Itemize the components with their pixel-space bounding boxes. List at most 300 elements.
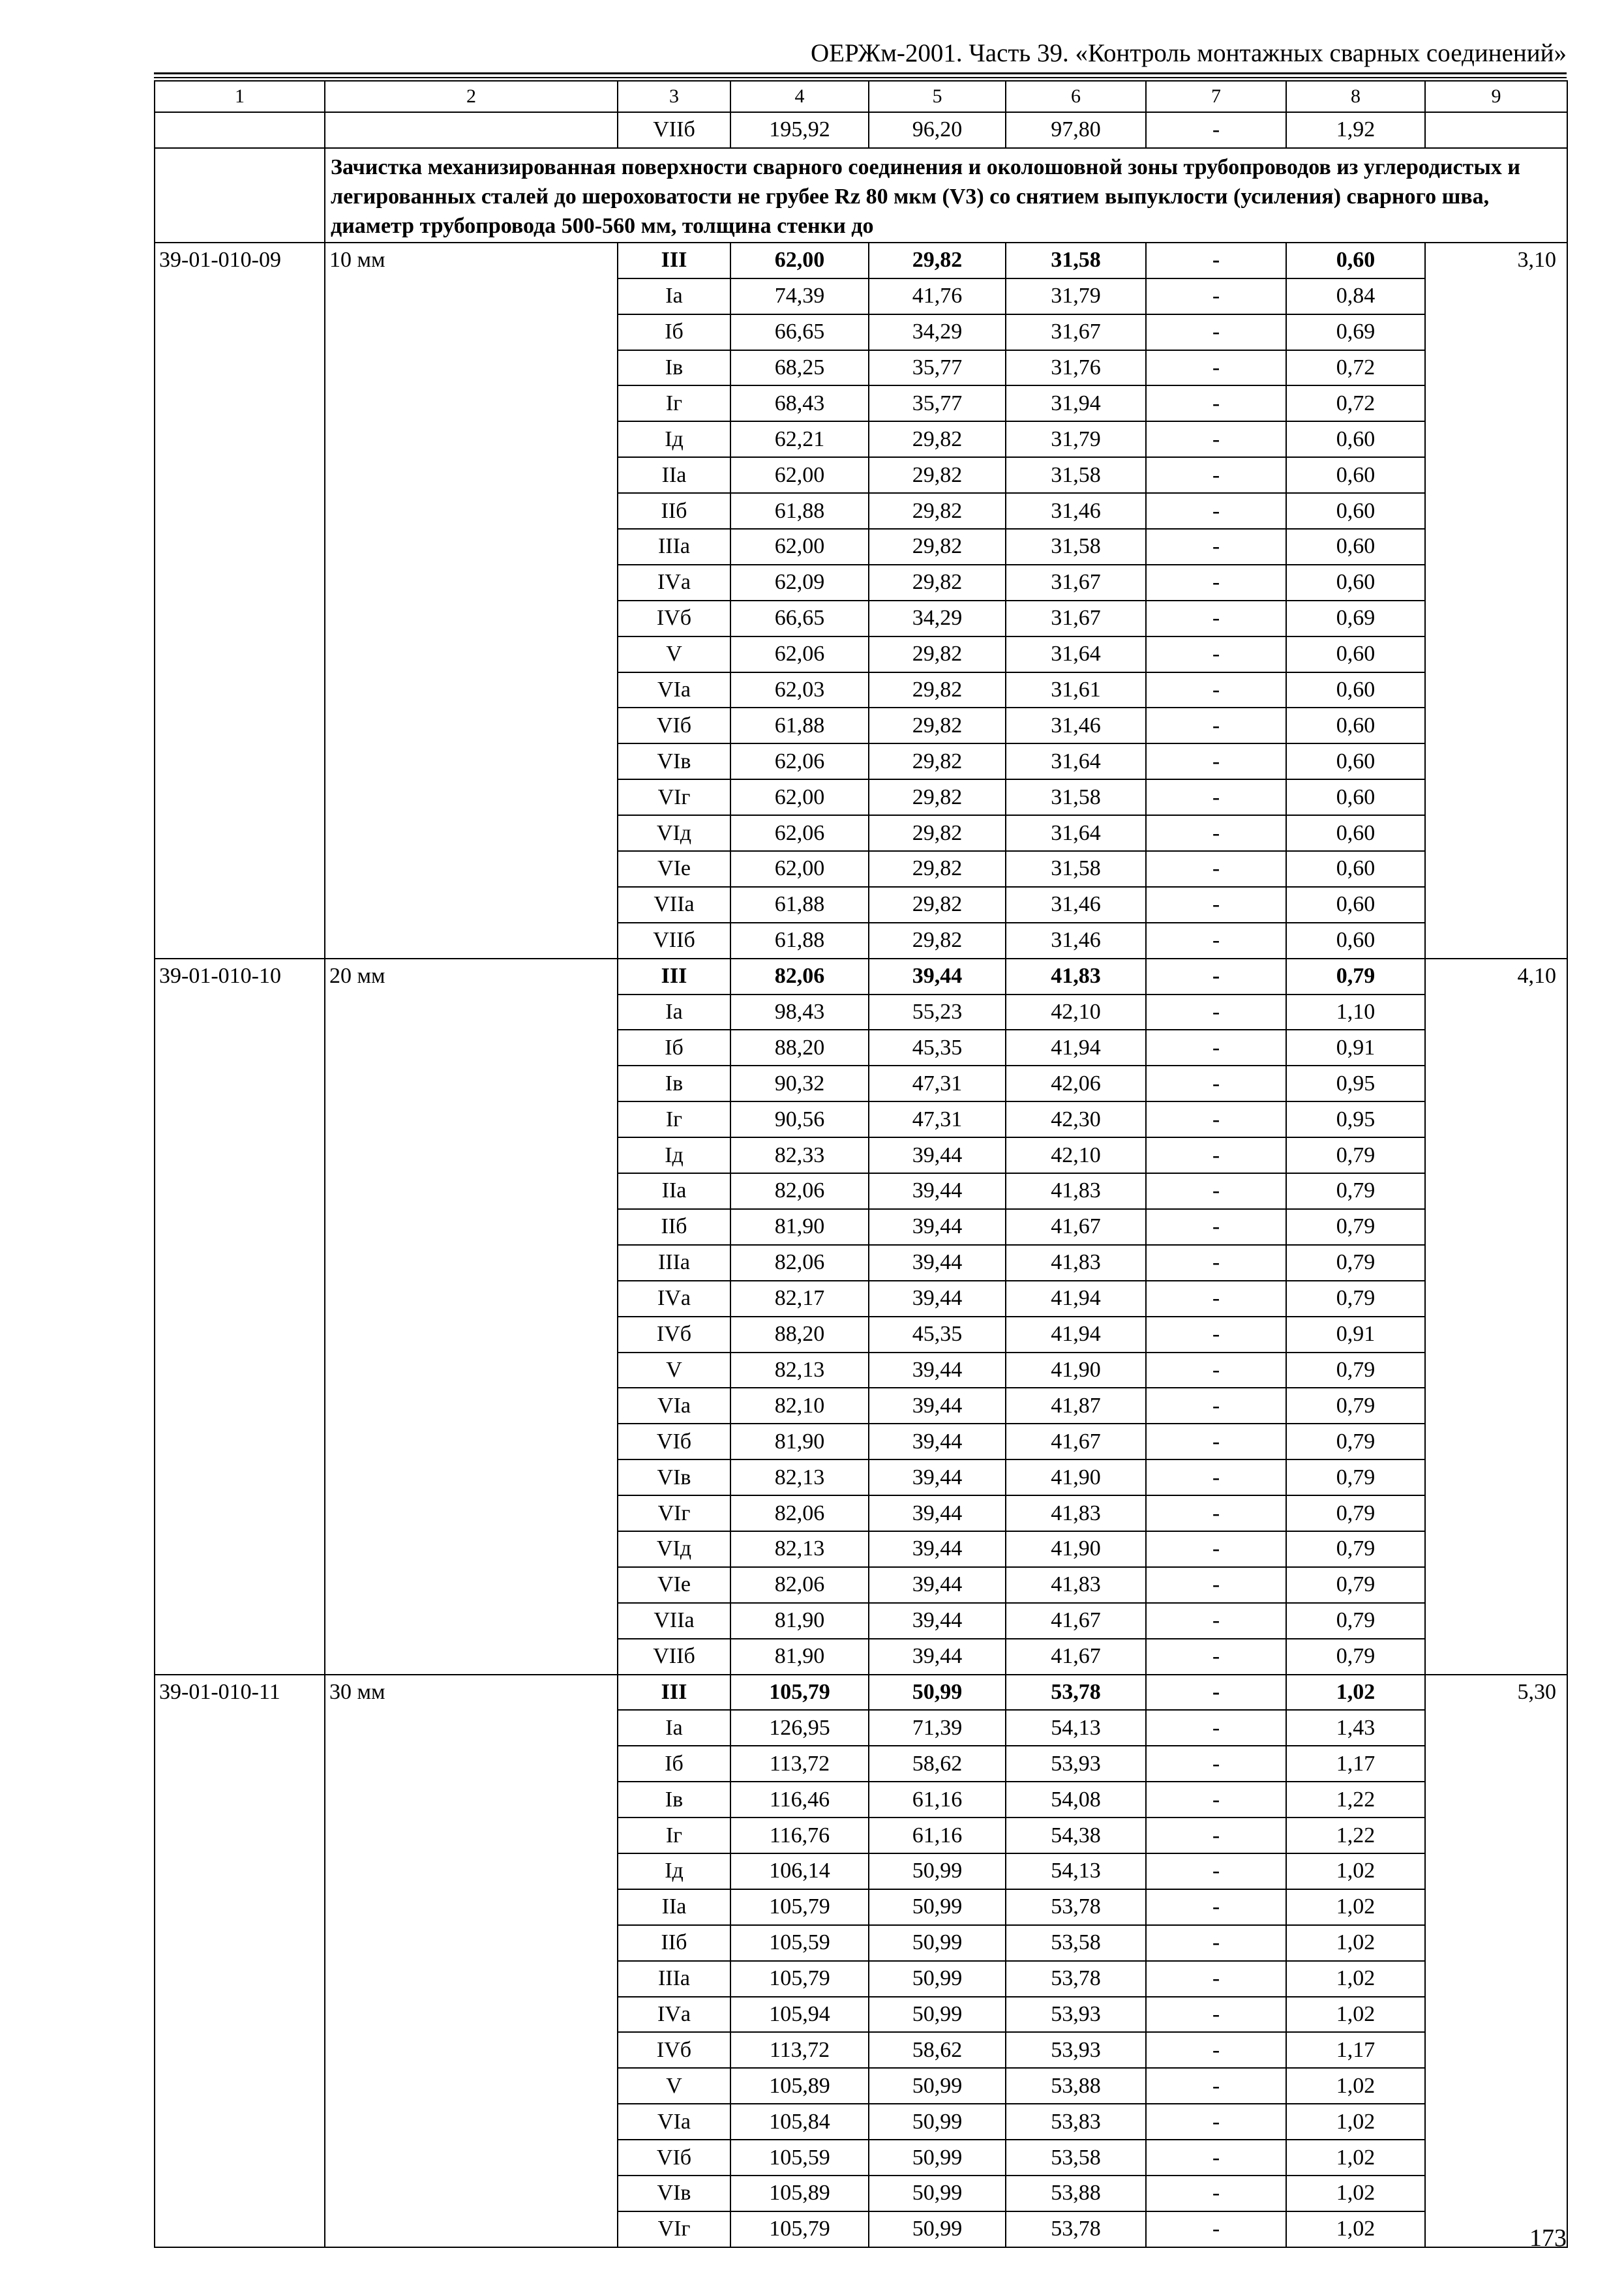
table-cell: IVб — [618, 2032, 730, 2068]
table-cell: - — [1146, 493, 1286, 529]
table-cell: 1,02 — [1286, 2176, 1425, 2211]
table-cell: 82,06 — [730, 1173, 869, 1209]
table-cell: IIа — [618, 1889, 730, 1925]
table-cell: - — [1146, 2032, 1286, 2068]
table-cell: - — [1146, 1818, 1286, 1853]
table-cell: IVа — [618, 565, 730, 601]
table-cell: 0,79 — [1286, 959, 1425, 995]
wall-thickness: 30 мм — [325, 1675, 618, 2247]
table-cell: 1,02 — [1286, 2104, 1425, 2140]
table-cell: - — [1146, 1424, 1286, 1459]
table-cell: 0,69 — [1286, 314, 1425, 350]
colnum: 8 — [1286, 81, 1425, 112]
table-cell: 31,67 — [1006, 314, 1146, 350]
table-cell: - — [1146, 1495, 1286, 1531]
table-cell: 41,94 — [1006, 1030, 1146, 1066]
table-cell: VIв — [618, 1459, 730, 1495]
table-cell: 53,93 — [1006, 1997, 1146, 2033]
table-cell: - — [1146, 1603, 1286, 1639]
table-cell: 1,02 — [1286, 1889, 1425, 1925]
table-cell: - — [1146, 1782, 1286, 1818]
table-cell: 0,91 — [1286, 1317, 1425, 1353]
table-cell: 31,64 — [1006, 743, 1146, 779]
table-cell: 0,60 — [1286, 421, 1425, 457]
table-cell: 39,44 — [869, 1281, 1006, 1317]
table-cell: 53,58 — [1006, 1925, 1146, 1961]
table-cell: 74,39 — [730, 278, 869, 314]
table-cell: 31,61 — [1006, 672, 1146, 708]
table-cell: VIд — [618, 815, 730, 851]
table-cell: 0,60 — [1286, 779, 1425, 815]
table-cell: - — [1146, 1567, 1286, 1603]
table-cell: 29,82 — [869, 708, 1006, 743]
table-cell: 53,83 — [1006, 2104, 1146, 2140]
table-cell: 1,17 — [1286, 2032, 1425, 2068]
table-cell: 39,44 — [869, 1353, 1006, 1388]
table-cell: - — [1146, 1353, 1286, 1388]
cell: - — [1146, 112, 1286, 148]
table-cell: 39,44 — [869, 1495, 1006, 1531]
table-cell: III — [618, 959, 730, 995]
table-cell: - — [1146, 672, 1286, 708]
table-cell: 53,78 — [1006, 1961, 1146, 1997]
table-cell: - — [1146, 1997, 1286, 2033]
table-cell: 55,23 — [869, 995, 1006, 1030]
table-cell: 0,72 — [1286, 350, 1425, 386]
table-cell: 41,90 — [1006, 1353, 1146, 1388]
table-cell: 54,08 — [1006, 1782, 1146, 1818]
table-cell: 47,31 — [869, 1066, 1006, 1101]
table-cell: 1,22 — [1286, 1818, 1425, 1853]
table-cell: 81,90 — [730, 1209, 869, 1245]
table-cell: - — [1146, 1675, 1286, 1711]
table-cell: 31,46 — [1006, 493, 1146, 529]
table-cell: 29,82 — [869, 851, 1006, 887]
colnum: 5 — [869, 81, 1006, 112]
table-cell: - — [1146, 851, 1286, 887]
table-cell: 39,44 — [869, 1639, 1006, 1675]
table-cell: 113,72 — [730, 2032, 869, 2068]
table-cell: 0,79 — [1286, 1209, 1425, 1245]
table-cell: 45,35 — [869, 1030, 1006, 1066]
table-cell: 31,58 — [1006, 851, 1146, 887]
cell: 195,92 — [730, 112, 869, 148]
table-cell: 62,00 — [730, 529, 869, 565]
table-cell: VIб — [618, 708, 730, 743]
table-cell: Iа — [618, 995, 730, 1030]
table-cell: 82,06 — [730, 1567, 869, 1603]
table-cell: 82,06 — [730, 1245, 869, 1281]
table-cell: VIа — [618, 672, 730, 708]
table-cell: VIIб — [618, 923, 730, 959]
colnum: 3 — [618, 81, 730, 112]
table-cell: - — [1146, 1030, 1286, 1066]
table-cell: 82,33 — [730, 1137, 869, 1173]
table-cell: 0,60 — [1286, 815, 1425, 851]
table-cell: 41,83 — [1006, 959, 1146, 995]
table-cell: 0,69 — [1286, 601, 1425, 636]
table-cell: 82,17 — [730, 1281, 869, 1317]
table-cell: 82,13 — [730, 1459, 869, 1495]
table-cell: 41,94 — [1006, 1317, 1146, 1353]
table-cell: - — [1146, 457, 1286, 493]
table-cell: - — [1146, 278, 1286, 314]
table-cell: VIд — [618, 1531, 730, 1567]
table-cell: - — [1146, 1101, 1286, 1137]
table-cell: Iа — [618, 1710, 730, 1746]
cell: VIIб — [618, 112, 730, 148]
table-cell: 31,67 — [1006, 601, 1146, 636]
table-cell: 116,46 — [730, 1782, 869, 1818]
header-rule — [154, 72, 1567, 74]
table-cell: 53,93 — [1006, 1746, 1146, 1782]
table-cell: 62,06 — [730, 743, 869, 779]
table-cell: - — [1146, 529, 1286, 565]
table-cell: - — [1146, 1925, 1286, 1961]
table-cell: 41,83 — [1006, 1173, 1146, 1209]
table-cell: 0,79 — [1286, 1424, 1425, 1459]
table-cell: 81,90 — [730, 1639, 869, 1675]
table-cell: 31,64 — [1006, 636, 1146, 672]
table-cell: - — [1146, 887, 1286, 923]
table-cell: 0,79 — [1286, 1639, 1425, 1675]
table-cell: 41,67 — [1006, 1603, 1146, 1639]
table-cell: 0,79 — [1286, 1245, 1425, 1281]
table-cell: 50,99 — [869, 2211, 1006, 2247]
table-cell: 29,82 — [869, 779, 1006, 815]
table-cell: 1,02 — [1286, 1997, 1425, 2033]
table-cell: 1,02 — [1286, 2211, 1425, 2247]
cell: 96,20 — [869, 112, 1006, 148]
table-cell: - — [1146, 1853, 1286, 1889]
table-cell: V — [618, 1353, 730, 1388]
table-cell: - — [1146, 815, 1286, 851]
table-cell: 105,59 — [730, 2140, 869, 2176]
table-cell: Iд — [618, 421, 730, 457]
table-cell: 66,65 — [730, 601, 869, 636]
table-cell: 82,06 — [730, 1495, 869, 1531]
table-cell: Iв — [618, 1782, 730, 1818]
table-row-main — [155, 959, 1567, 995]
table-cell: 50,99 — [869, 1961, 1006, 1997]
table-cell: 81,90 — [730, 1603, 869, 1639]
table-cell: 29,82 — [869, 636, 1006, 672]
table-cell: - — [1146, 565, 1286, 601]
table-cell: VIIб — [618, 1639, 730, 1675]
table-cell: 54,13 — [1006, 1853, 1146, 1889]
table-cell: VIе — [618, 1567, 730, 1603]
table-cell: IIб — [618, 493, 730, 529]
table-cell: VIб — [618, 1424, 730, 1459]
table-cell: - — [1146, 1388, 1286, 1424]
table-cell: 0,60 — [1286, 672, 1425, 708]
table-cell: 62,03 — [730, 672, 869, 708]
table-cell: 61,16 — [869, 1782, 1006, 1818]
table-cell: 31,64 — [1006, 815, 1146, 851]
table-cell: 62,00 — [730, 243, 869, 278]
labor-value: 3,10 — [1425, 243, 1567, 959]
table-cell: 0,79 — [1286, 1137, 1425, 1173]
table-cell: VIIа — [618, 887, 730, 923]
table-row-main — [155, 243, 1567, 278]
table-cell: 82,06 — [730, 959, 869, 995]
table-cell: 0,84 — [1286, 278, 1425, 314]
table-cell: IIа — [618, 1173, 730, 1209]
table-cell: 39,44 — [869, 1173, 1006, 1209]
table-cell: 90,56 — [730, 1101, 869, 1137]
table-cell: - — [1146, 1173, 1286, 1209]
table-cell: 50,99 — [869, 1889, 1006, 1925]
table-cell: - — [1146, 1317, 1286, 1353]
table-cell: 53,88 — [1006, 2176, 1146, 2211]
table-cell: Iб — [618, 1030, 730, 1066]
table-cell: 1,02 — [1286, 1925, 1425, 1961]
table-cell: 39,44 — [869, 1603, 1006, 1639]
table-cell: IVб — [618, 1317, 730, 1353]
table-cell: 34,29 — [869, 601, 1006, 636]
description-row — [155, 148, 1567, 243]
table-cell: VIг — [618, 1495, 730, 1531]
table-cell: 53,78 — [1006, 1889, 1146, 1925]
table-cell: - — [1146, 923, 1286, 959]
table-cell: 62,06 — [730, 815, 869, 851]
table-cell: VIв — [618, 743, 730, 779]
table-cell: 98,43 — [730, 995, 869, 1030]
table-cell: 0,60 — [1286, 243, 1425, 278]
table-cell: - — [1146, 1961, 1286, 1997]
header-rule-thin — [154, 77, 1567, 78]
table-cell: VIг — [618, 2211, 730, 2247]
table-cell: 1,02 — [1286, 1961, 1425, 1997]
table-cell: 29,82 — [869, 923, 1006, 959]
table-cell: 41,83 — [1006, 1495, 1146, 1531]
table-cell: 50,99 — [869, 2140, 1006, 2176]
table-cell: - — [1146, 1245, 1286, 1281]
table-cell: - — [1146, 995, 1286, 1030]
table-cell: 58,62 — [869, 1746, 1006, 1782]
table-cell: 39,44 — [869, 1424, 1006, 1459]
table-cell: 1,02 — [1286, 2140, 1425, 2176]
table-cell: 29,82 — [869, 457, 1006, 493]
work-description: Зачистка механизированная поверхности сварного соединения и околошовной зоны трубопроводов из углеродистых и легированных сталей до шероховатости не грубее Rz 80 мкм (V3) со снятием выпуклости (усиления) сварного шва, диаметр трубопровода 500-560 мм, толщина стенки до — [325, 148, 1567, 243]
table-cell: 41,90 — [1006, 1531, 1146, 1567]
cell: 1,92 — [1286, 112, 1425, 148]
table-cell: VIб — [618, 2140, 730, 2176]
table-cell: 62,06 — [730, 636, 869, 672]
table-cell: 31,58 — [1006, 243, 1146, 278]
table-cell: 50,99 — [869, 2176, 1006, 2211]
table-cell: 82,13 — [730, 1531, 869, 1567]
table-cell: 105,89 — [730, 2176, 869, 2211]
table-cell: 31,58 — [1006, 779, 1146, 815]
table-cell: 66,65 — [730, 314, 869, 350]
table-cell: 45,35 — [869, 1317, 1006, 1353]
table-cell: 61,88 — [730, 923, 869, 959]
table-cell: 53,88 — [1006, 2068, 1146, 2104]
table-cell: - — [1146, 2068, 1286, 2104]
table-cell: III — [618, 243, 730, 278]
table-cell: 50,99 — [869, 2104, 1006, 2140]
page-number: 173 — [1529, 2224, 1567, 2252]
table-cell: 31,46 — [1006, 887, 1146, 923]
table-cell: 41,90 — [1006, 1459, 1146, 1495]
table-cell: - — [1146, 2140, 1286, 2176]
table-cell: 35,77 — [869, 350, 1006, 386]
rate-code: 39-01-010-11 — [155, 1675, 325, 2247]
table-cell: - — [1146, 2211, 1286, 2247]
table-cell: 39,44 — [869, 1388, 1006, 1424]
table-cell: 31,58 — [1006, 529, 1146, 565]
table-cell: 39,44 — [869, 1567, 1006, 1603]
table-cell: IVа — [618, 1997, 730, 2033]
cell: 97,80 — [1006, 112, 1146, 148]
table-cell: 0,79 — [1286, 1459, 1425, 1495]
table-cell: 0,79 — [1286, 1567, 1425, 1603]
table-cell: 29,82 — [869, 243, 1006, 278]
table-cell: 0,95 — [1286, 1066, 1425, 1101]
table-cell: 82,13 — [730, 1353, 869, 1388]
table-cell: 0,72 — [1286, 385, 1425, 421]
table-cell: 1,43 — [1286, 1710, 1425, 1746]
colnum: 1 — [155, 81, 325, 112]
table-cell: 1,10 — [1286, 995, 1425, 1030]
table-cell: 41,67 — [1006, 1424, 1146, 1459]
table-cell: - — [1146, 601, 1286, 636]
table-cell: III — [618, 1675, 730, 1711]
table-cell: 62,09 — [730, 565, 869, 601]
table-cell: 1,17 — [1286, 1746, 1425, 1782]
table-cell: Iа — [618, 278, 730, 314]
table-cell: 116,76 — [730, 1818, 869, 1853]
table-cell: IIIа — [618, 529, 730, 565]
table-cell: 61,88 — [730, 708, 869, 743]
table-cell: 41,67 — [1006, 1209, 1146, 1245]
table-cell: 0,60 — [1286, 636, 1425, 672]
table-cell: - — [1146, 959, 1286, 995]
labor-value: 4,10 — [1425, 959, 1567, 1675]
table-cell: VIа — [618, 1388, 730, 1424]
table-cell: 31,79 — [1006, 421, 1146, 457]
table-cell: 42,10 — [1006, 1137, 1146, 1173]
table-cell: - — [1146, 421, 1286, 457]
table-cell: Iб — [618, 1746, 730, 1782]
cell — [1425, 112, 1567, 148]
table-cell: 31,79 — [1006, 278, 1146, 314]
rate-code: 39-01-010-10 — [155, 959, 325, 1675]
table-cell: 41,67 — [1006, 1639, 1146, 1675]
table-cell: 31,67 — [1006, 565, 1146, 601]
table-cell: 50,99 — [869, 1675, 1006, 1711]
table-cell: - — [1146, 1531, 1286, 1567]
table-row-main — [155, 1675, 1567, 1711]
table-cell: 105,79 — [730, 1961, 869, 1997]
table-cell: IVа — [618, 1281, 730, 1317]
table-cell: 34,29 — [869, 314, 1006, 350]
table-cell: 31,46 — [1006, 923, 1146, 959]
table-cell: 54,38 — [1006, 1818, 1146, 1853]
table-cell: 39,44 — [869, 1459, 1006, 1495]
table-cell: 42,06 — [1006, 1066, 1146, 1101]
table-cell: VIг — [618, 779, 730, 815]
colnum: 2 — [325, 81, 618, 112]
table-cell: - — [1146, 1710, 1286, 1746]
table-cell: - — [1146, 1209, 1286, 1245]
table-cell: 50,99 — [869, 1853, 1006, 1889]
table-cell: VIа — [618, 2104, 730, 2140]
table-cell: 61,88 — [730, 887, 869, 923]
table-cell: 41,94 — [1006, 1281, 1146, 1317]
table-cell: 0,60 — [1286, 529, 1425, 565]
table-cell: - — [1146, 636, 1286, 672]
table-cell: Iд — [618, 1137, 730, 1173]
cell — [155, 148, 325, 243]
table-cell: 35,77 — [869, 385, 1006, 421]
table-cell: 0,60 — [1286, 743, 1425, 779]
table-cell: 39,44 — [869, 1209, 1006, 1245]
table-cell: 58,62 — [869, 2032, 1006, 2068]
colnum: 7 — [1146, 81, 1286, 112]
table-cell: 0,79 — [1286, 1603, 1425, 1639]
table-cell: 31,76 — [1006, 350, 1146, 386]
table-cell: 105,79 — [730, 1889, 869, 1925]
table-cell: 62,00 — [730, 851, 869, 887]
table-cell: - — [1146, 779, 1286, 815]
table-cell: 90,32 — [730, 1066, 869, 1101]
table-cell: 39,44 — [869, 959, 1006, 995]
table-cell: VIв — [618, 2176, 730, 2211]
table-cell: 41,76 — [869, 278, 1006, 314]
table-cell: 53,93 — [1006, 2032, 1146, 2068]
table-cell: 0,60 — [1286, 851, 1425, 887]
table-cell: 41,83 — [1006, 1245, 1146, 1281]
table-cell: Iг — [618, 1101, 730, 1137]
table-cell: 0,60 — [1286, 457, 1425, 493]
table-cell: 53,78 — [1006, 1675, 1146, 1711]
table-cell: IIб — [618, 1925, 730, 1961]
table-cell: - — [1146, 1281, 1286, 1317]
table-cell: 50,99 — [869, 2068, 1006, 2104]
table-cell: - — [1146, 350, 1286, 386]
table-cell: 53,58 — [1006, 2140, 1146, 2176]
table-cell: - — [1146, 1137, 1286, 1173]
table-cell: 47,31 — [869, 1101, 1006, 1137]
table-cell: - — [1146, 1746, 1286, 1782]
table-cell: 62,00 — [730, 779, 869, 815]
colnum: 6 — [1006, 81, 1146, 112]
table-cell: 113,72 — [730, 1746, 869, 1782]
table-cell: 41,87 — [1006, 1388, 1146, 1424]
table-cell: 31,94 — [1006, 385, 1146, 421]
table-cell: 0,79 — [1286, 1388, 1425, 1424]
table-cell: Iг — [618, 1818, 730, 1853]
table-cell: Iд — [618, 1853, 730, 1889]
colnum: 4 — [730, 81, 869, 112]
table-cell: - — [1146, 385, 1286, 421]
table-cell: 29,82 — [869, 421, 1006, 457]
table-cell: 0,79 — [1286, 1531, 1425, 1567]
colnum: 9 — [1425, 81, 1567, 112]
table-cell: 1,02 — [1286, 1675, 1425, 1711]
table-cell: 88,20 — [730, 1317, 869, 1353]
table-cell: 61,88 — [730, 493, 869, 529]
table-cell: 62,00 — [730, 457, 869, 493]
table-cell: 50,99 — [869, 1997, 1006, 2033]
table-cell: 105,59 — [730, 1925, 869, 1961]
table-cell: 61,16 — [869, 1818, 1006, 1853]
continuation-row — [155, 112, 1567, 148]
table-cell: 0,60 — [1286, 708, 1425, 743]
table-cell: 105,89 — [730, 2068, 869, 2104]
